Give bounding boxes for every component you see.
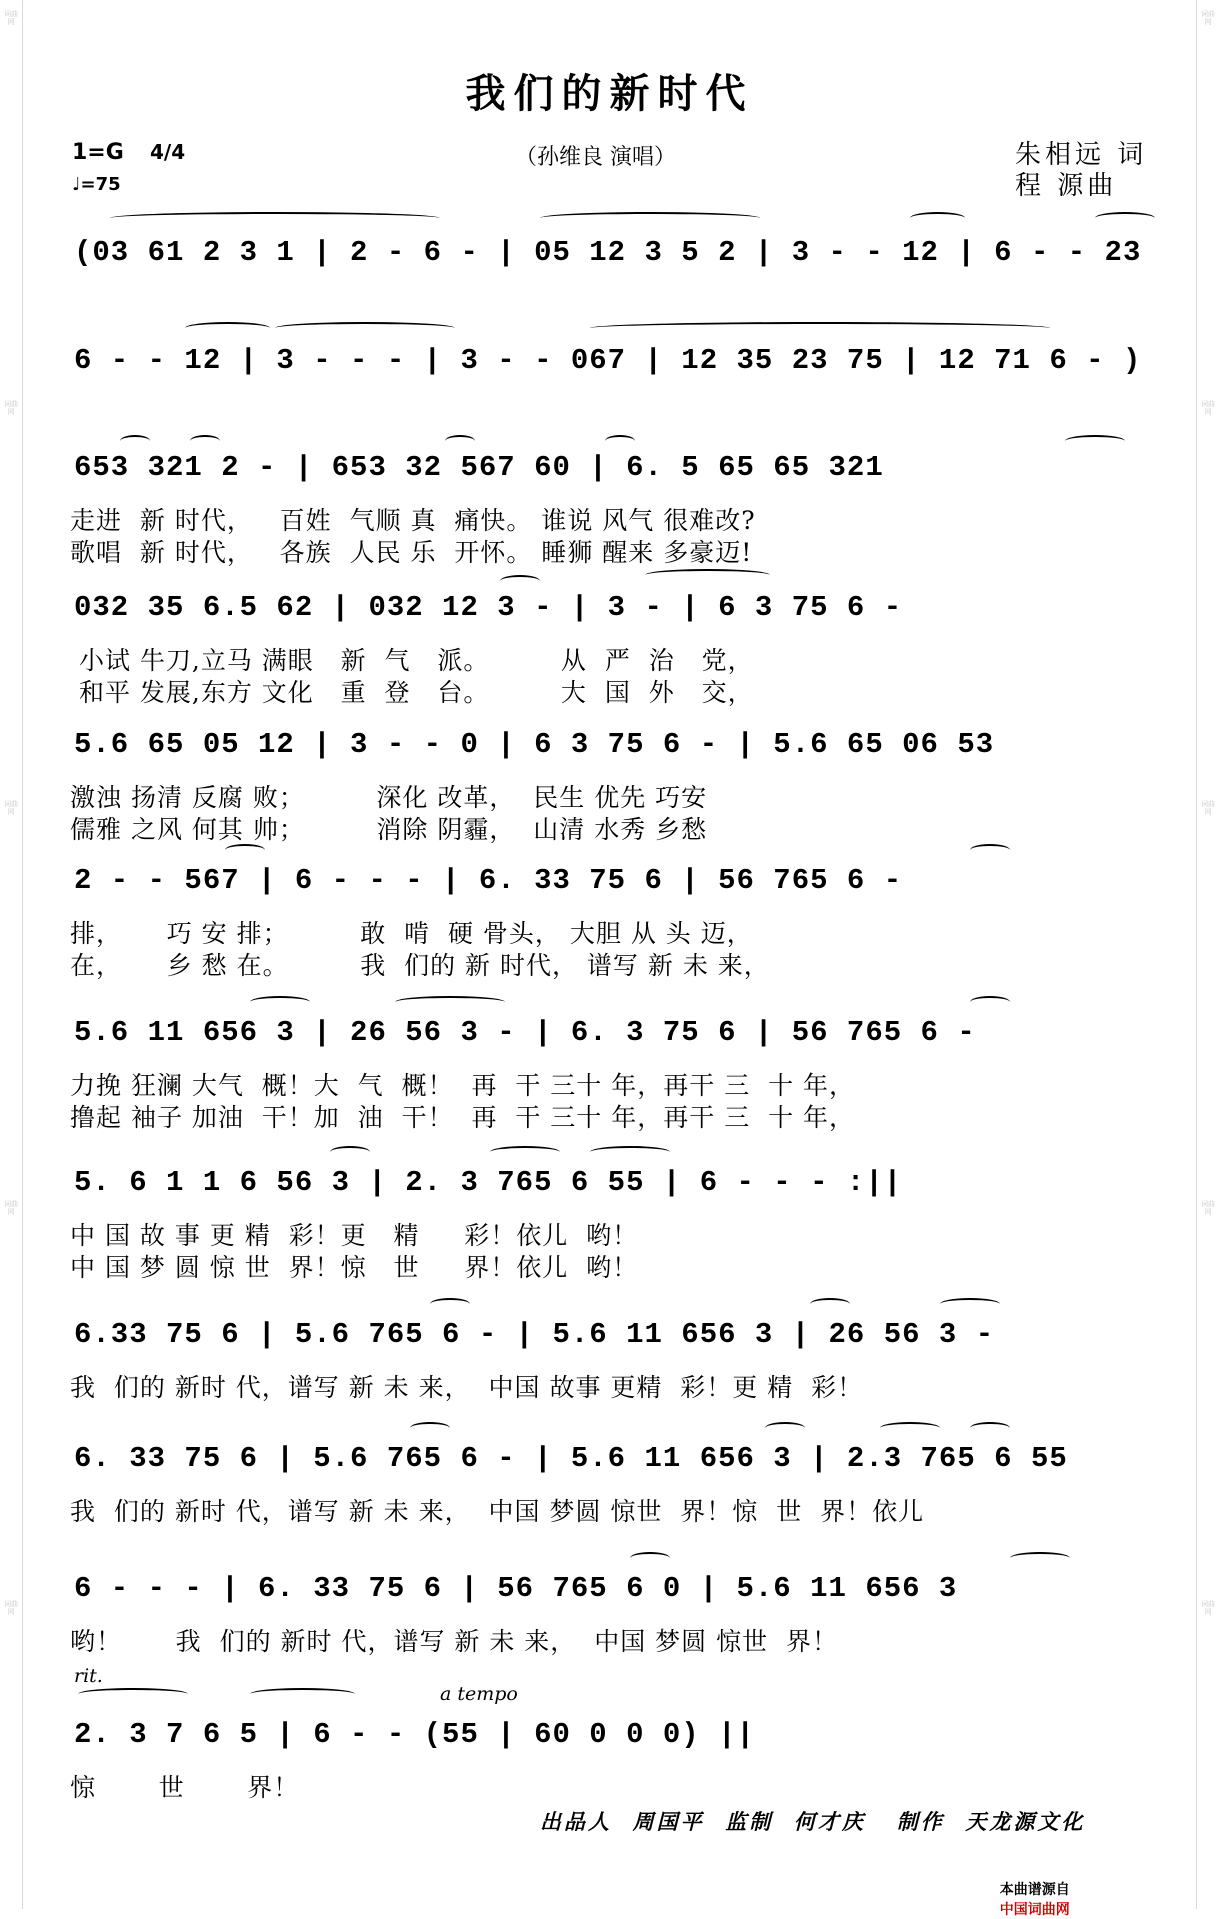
- notation-line: 5. 6 1 1 6 56 3 | 2. 3 765 6 55 | 6 - - - :||: [74, 1166, 903, 1199]
- lyric-verse-1: 排， 巧 安 排； 敢 啃 硬 骨头， 大胆 从 头 迈，: [70, 919, 753, 948]
- slur: [225, 844, 265, 856]
- slur: [630, 1552, 670, 1564]
- key-signature: 1=G: [72, 140, 124, 165]
- slur: [645, 569, 770, 581]
- watermark-right: 词曲网: [1201, 1600, 1215, 1616]
- slur: [445, 435, 475, 447]
- notation-line: 6.33 75 6 | 5.6 765 6 - | 5.6 11 656 3 | 26 56 3 -: [74, 1318, 995, 1351]
- tempo-mark: ♩=75: [72, 174, 121, 195]
- source-prefix: 本曲谱源自: [999, 1882, 1070, 1898]
- notation-line: 6 - - - | 6. 33 75 6 | 56 765 6 0 | 5.6 11 656 3: [74, 1572, 958, 1605]
- notation-line: 6 - - 12 | 3 - - - | 3 - - 067 | 12 35 23 75 | 12 71 6 - ): [74, 344, 1142, 377]
- song-title: 我们的新时代: [465, 70, 754, 117]
- watermark-left: 词曲网: [4, 10, 18, 26]
- slur: [275, 322, 455, 334]
- left-border: [22, 0, 23, 1909]
- slur: [590, 322, 1050, 334]
- watermark-right: 词曲网: [1201, 800, 1215, 816]
- lyric-verse-1: 哟！ 我 们的 新时 代，谱写 新 未 来， 中国 梦圆 惊世 界！: [70, 1627, 838, 1656]
- ritardando-mark: rit.: [74, 1665, 103, 1687]
- lyric-verse-2: 中 国 梦 圆 惊 世 界！惊 世 界！依儿 哟！: [70, 1253, 639, 1282]
- notation-line: 2 - - 567 | 6 - - - | 6. 33 75 6 | 56 765 6 -: [74, 864, 903, 897]
- slur: [110, 212, 440, 224]
- slur: [490, 1146, 560, 1158]
- performer: （孙维良 演唱）: [515, 145, 676, 170]
- lyric-verse-1: 我 们的 新时 代，谱写 新 未 来， 中国 梦圆 惊世 界！惊 世 界！依儿: [70, 1497, 925, 1526]
- watermark-left: 词曲网: [4, 1200, 18, 1216]
- slur: [590, 1146, 670, 1158]
- lyric-verse-1: 中 国 故 事 更 精 彩！更 精 彩！依儿 哟！: [70, 1221, 639, 1250]
- composer: 程 源曲: [1015, 171, 1118, 201]
- lyric-verse-1: 我 们的 新时 代，谱写 新 未 来， 中国 故事 更精 彩！更 精 彩！: [70, 1373, 864, 1402]
- lyric-verse-1: 力挽 狂澜 大气 概！大 气 概！ 再 干 三十 年，再干 三 十 年，: [70, 1071, 856, 1100]
- notation-line: 5.6 65 05 12 | 3 - - 0 | 6 3 75 6 - | 5.6 65 06 53: [74, 728, 995, 761]
- lyricist: 朱相远 词: [1015, 140, 1148, 170]
- slur: [765, 1422, 805, 1434]
- production-credits: 出品人 周国平 监制 何才庆 制作 天龙源文化: [540, 1810, 1086, 1834]
- watermark-left: 词曲网: [4, 400, 18, 416]
- slur: [1095, 212, 1155, 224]
- slur: [970, 1422, 1010, 1434]
- slur: [410, 1422, 450, 1434]
- watermark-right: 词曲网: [1201, 1200, 1215, 1216]
- slur: [190, 435, 220, 447]
- right-border: [1196, 0, 1197, 1909]
- slur: [500, 575, 540, 587]
- lyric-verse-2: 撸起 袖子 加油 干！加 油 干！ 再 干 三十 年，再干 三 十 年，: [70, 1103, 856, 1132]
- lyric-verse-2: 儒雅 之风 何其 帅； 消除 阴霾， 山清 水秀 乡愁: [70, 815, 708, 844]
- slur: [185, 322, 270, 334]
- lyric-verse-2: 在， 乡 愁 在。 我 们的 新 时代， 谱写 新 未 来，: [70, 951, 770, 980]
- slur: [540, 212, 760, 224]
- slur: [120, 435, 150, 447]
- notation-line: 6. 33 75 6 | 5.6 765 6 - | 5.6 11 656 3 | 2.3 765 6 55: [74, 1442, 1068, 1475]
- slur: [78, 1688, 188, 1700]
- slur: [970, 844, 1010, 856]
- slur: [970, 996, 1010, 1008]
- slur: [395, 996, 505, 1008]
- slur: [250, 996, 310, 1008]
- slur: [940, 1298, 1000, 1310]
- slur: [1010, 1552, 1070, 1564]
- slur: [330, 1146, 370, 1158]
- lyric-verse-2: 和平 发展,东方 文化 重 登 台。 大 国 外 交，: [70, 678, 754, 707]
- notation-line: 5.6 11 656 3 | 26 56 3 - | 6. 3 75 6 | 56 765 6 -: [74, 1016, 976, 1049]
- slur: [605, 435, 635, 447]
- source-note: [990, 1863, 1070, 1919]
- watermark-right: 词曲网: [1201, 10, 1215, 26]
- slur: [250, 1688, 355, 1700]
- notation-line: 2. 3 7 6 5 | 6 - - (55 | 60 0 0 0) ||: [74, 1718, 755, 1751]
- watermark-left: 词曲网: [4, 1600, 18, 1616]
- watermark-left: 词曲网: [4, 800, 18, 816]
- a-tempo-mark: a tempo: [440, 1683, 518, 1705]
- lyric-verse-1: 走进 新 时代， 百姓 气顺 真 痛快。 谁说 风气 很难改?: [70, 506, 756, 535]
- lyric-verse-1: 激浊 扬清 反腐 败； 深化 改革， 民生 优先 巧安: [70, 783, 708, 812]
- slur: [1065, 435, 1125, 447]
- lyric-verse-2: 歌唱 新 时代， 各族 人民 乐 开怀。 睡狮 醒来 多豪迈!: [70, 538, 753, 567]
- lyric-verse-1: 惊 世 界！: [70, 1773, 300, 1802]
- notation-line: (03 61 2 3 1 | 2 - 6 - | 05 12 3 5 2 | 3 - - 12 | 6 - - 23: [74, 236, 1142, 269]
- watermark-right: 词曲网: [1201, 400, 1215, 416]
- notation-line: 032 35 6.5 62 | 032 12 3 - | 3 - | 6 3 75 6 -: [74, 591, 903, 624]
- slur: [910, 212, 965, 224]
- notation-line: 653 321 2 - | 653 32 567 60 | 6. 5 65 65 321: [74, 451, 884, 484]
- slur: [810, 1298, 850, 1310]
- slur: [880, 1422, 940, 1434]
- lyric-verse-1: 小试 牛刀,立马 满眼 新 气 派。 从 严 治 党，: [70, 646, 754, 675]
- source-site-link[interactable]: 中国词曲网: [999, 1902, 1070, 1918]
- slur: [430, 1298, 470, 1310]
- time-signature: 4/4: [150, 140, 186, 164]
